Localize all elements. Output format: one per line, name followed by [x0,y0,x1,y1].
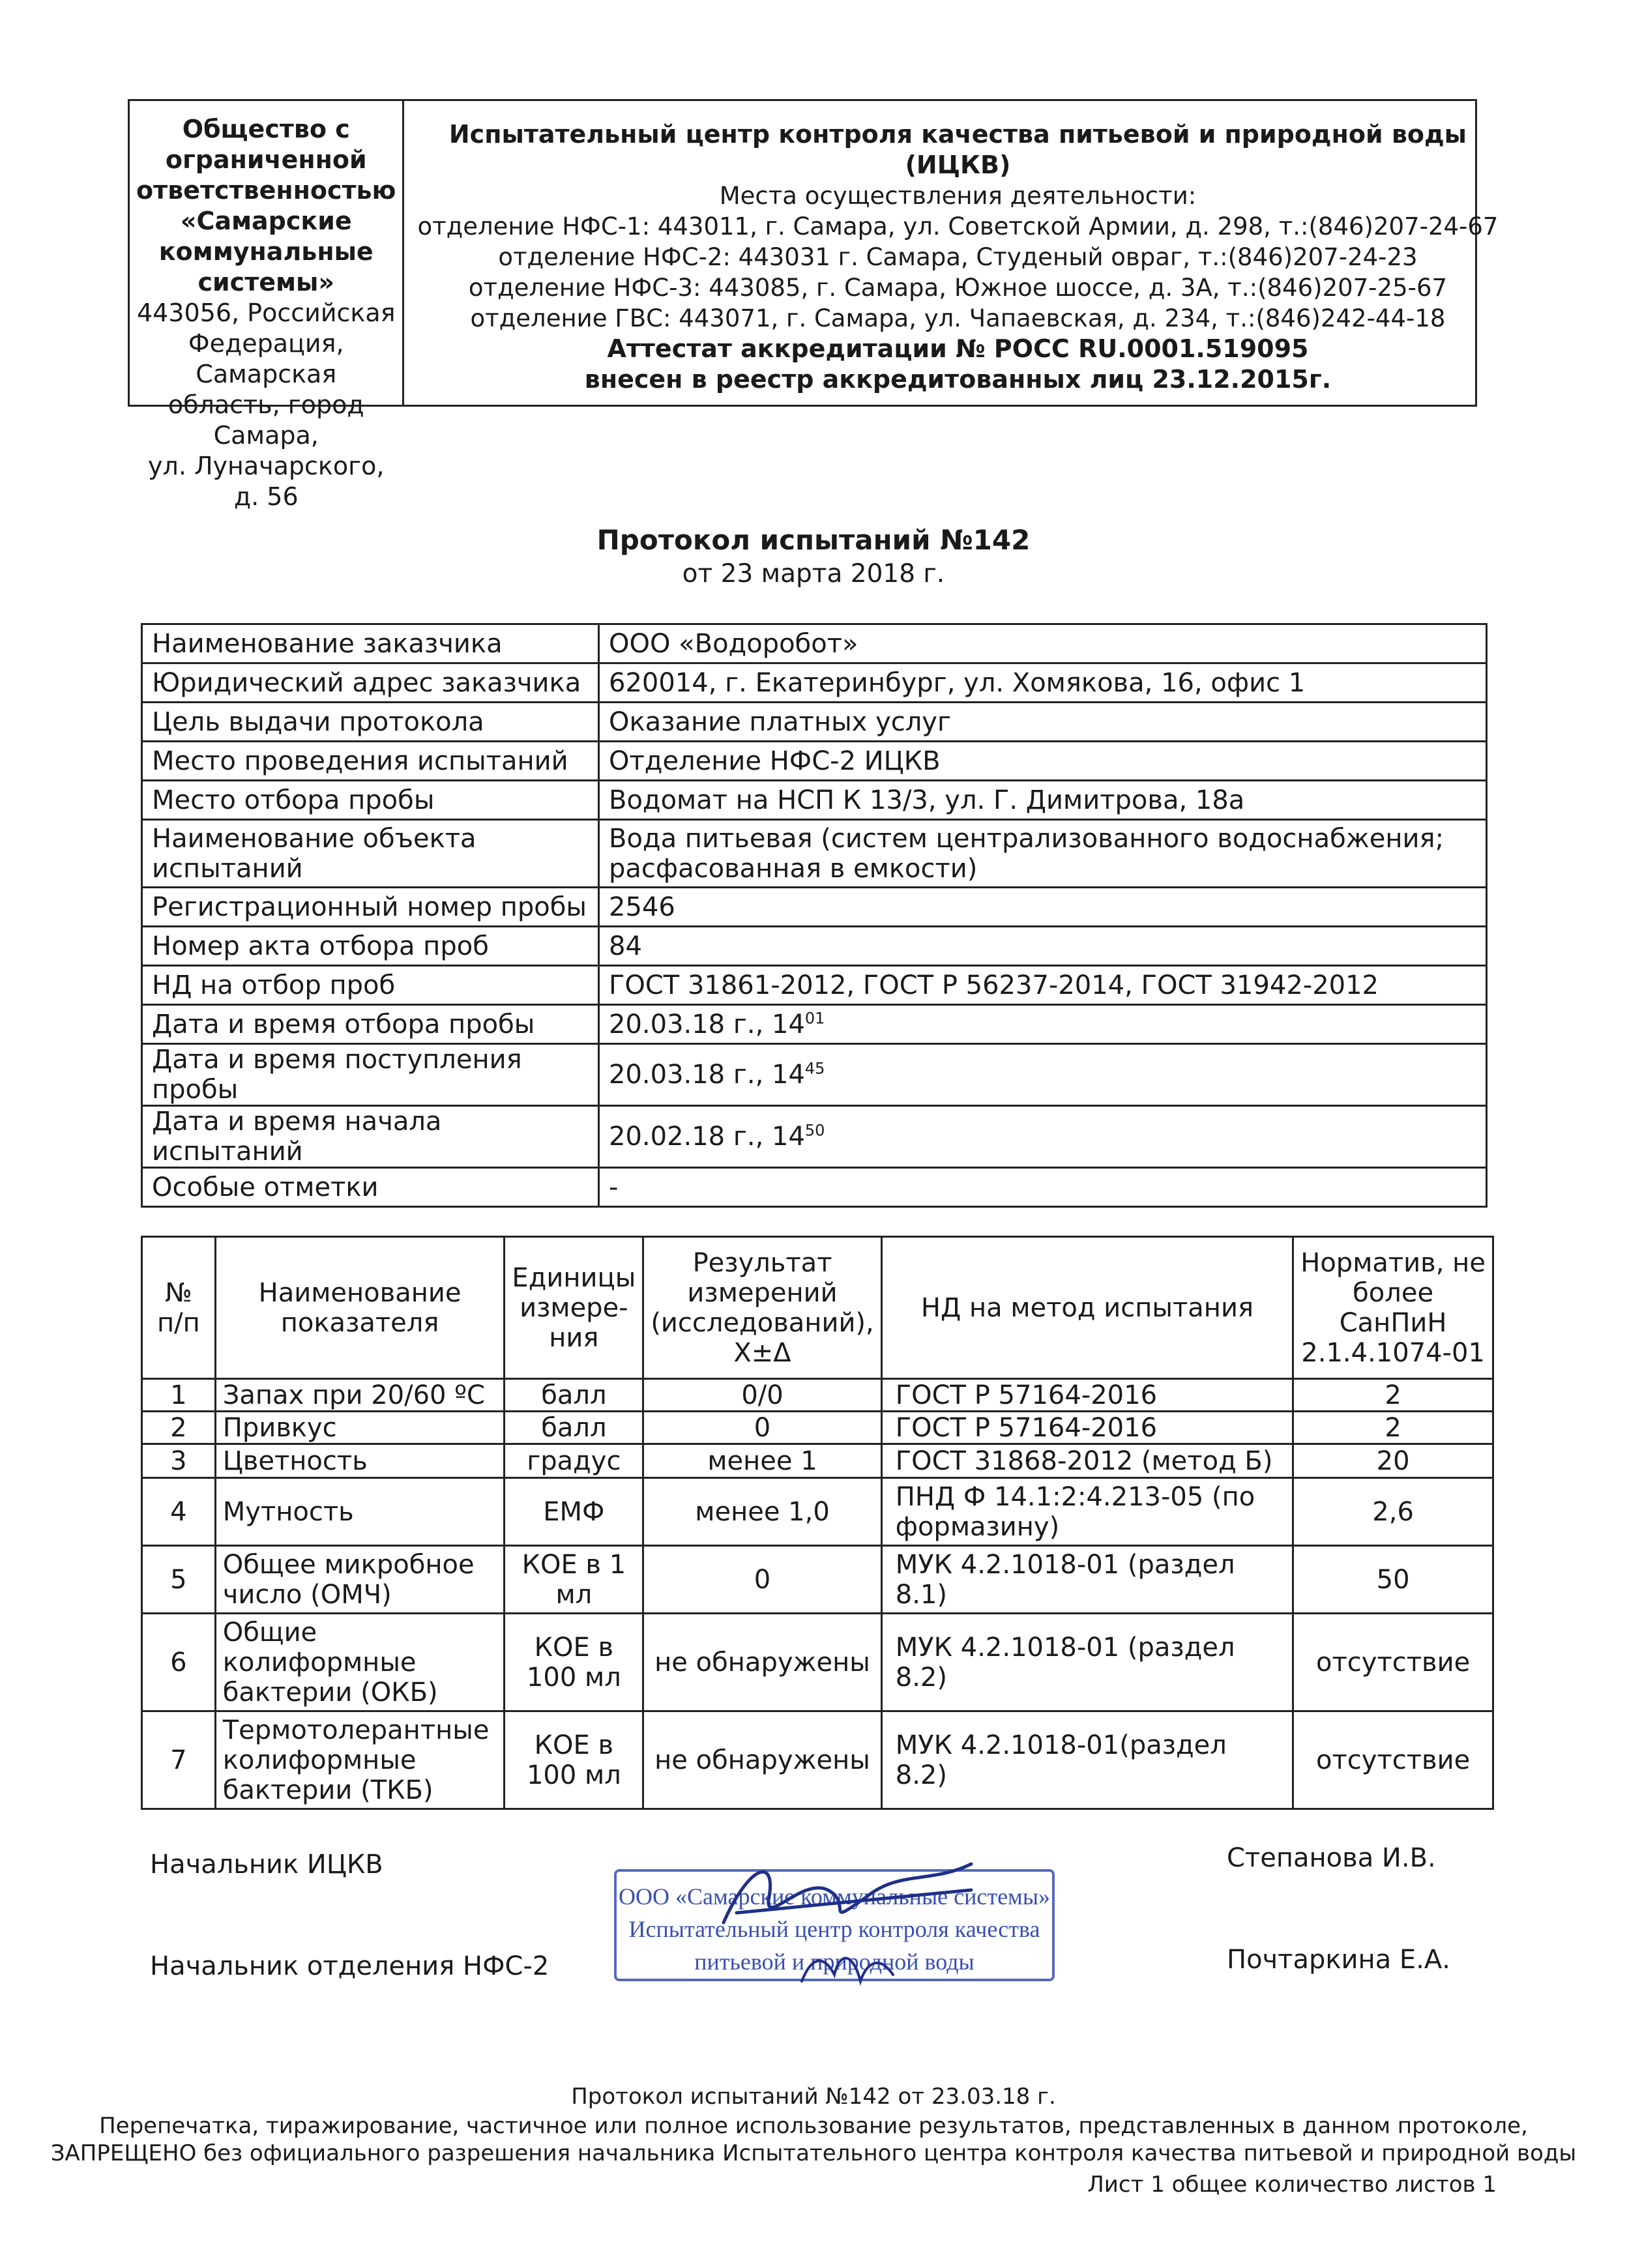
organization-stamp [606,1851,1063,2007]
cell-norm: 2,6 [1293,1478,1493,1546]
table-row [142,742,1487,781]
table-row [142,820,1487,888]
info-label: Наименование объекта испытаний [142,820,599,888]
cell-norm: отсутствие [1293,1614,1493,1711]
place-line: отделение НФС-2: 443031 г. Самара, Студеный овраг, т.:(846)207-24-23 [498,243,1418,271]
table-row [142,624,1487,663]
time-minutes: 50 [804,1121,825,1140]
info-value: Отделение НФС-2 ИЦКВ [599,742,1487,781]
time-minutes: 45 [804,1059,825,1078]
sample-info-table [141,623,1488,1208]
info-value: ООО «Водоробот» [599,624,1487,663]
table-row [142,1379,1493,1412]
org-name-line: коммунальные [158,237,374,266]
info-value: Водомат на НСП К 13/3, ул. Г. Димитрова, 18а [599,781,1487,820]
cell-name: Общие колиформные бактерии (ОКБ) [215,1614,505,1711]
table-row [142,663,1487,703]
info-value: 620014, г. Екатеринбург, ул. Хомякова, 16, офис 1 [599,663,1487,703]
cell-norm: отсутствие [1293,1711,1493,1809]
sheet-count: Лист 1 общее количество листов 1 [1087,2172,1497,2198]
cell-unit: КОЕ в 100 мл [505,1614,643,1711]
center-title: Испытательный центр контроля качества питьевой и природной воды [448,120,1467,149]
info-label: Цель выдачи протокола [142,703,599,742]
table-row [142,1614,1493,1711]
table-row [142,1005,1487,1044]
protocol-title: Протокол испытаний №142 [596,524,1031,556]
info-label: Регистрационный номер пробы [142,888,599,927]
header-box [128,99,1499,511]
info-value: - [599,1168,1487,1207]
cell-norm: 50 [1293,1546,1493,1614]
cell-method: ГОСТ 31868-2012 (метод Б) [881,1444,1293,1478]
info-label: НД на отбор проб [142,966,599,1005]
org-name-line: системы» [198,268,334,297]
cell-method: МУК 4.2.1018-01 (раздел 8.2) [881,1614,1293,1711]
cell-result: 0 [643,1546,881,1614]
cell-num: 5 [142,1546,216,1614]
accreditation: Аттестат аккредитации № РОСС RU.0001.519095 [607,334,1309,363]
cell-method: ГОСТ Р 57164-2016 [881,1379,1293,1412]
cell-result: 0/0 [643,1379,881,1412]
testing-center-block [404,101,1511,405]
table-row [142,1168,1487,1207]
place-line: отделение НФС-1: 443011, г. Самара, ул. Советской Армии, д. 298, т.:(846)207-24-67 [417,212,1499,240]
cell-num: 6 [142,1614,216,1711]
info-label: Номер акта отбора проб [142,927,599,966]
places-label: Места осуществления деятельности: [719,182,1197,210]
cell-unit: балл [505,1379,643,1412]
cell-name: Мутность [215,1478,505,1546]
table-row [142,1412,1493,1444]
org-address-line: Федерация, Самарская [188,329,344,388]
table-row [142,1478,1493,1546]
info-value [599,1044,1487,1106]
org-name-line: «Самарские [180,207,352,235]
cell-unit: КОЕ в 100 мл [505,1711,643,1809]
table-row [142,1444,1493,1478]
org-name-line: Общество с [182,115,350,143]
cell-num: 2 [142,1412,216,1444]
place-line: отделение НФС-3: 443085, г. Самара, Южное шоссе, д. 3А, т.:(846)207-25-67 [468,274,1448,302]
results-table [141,1236,1494,1810]
datetime-value: 20.03.18 г., 14 [609,1060,805,1090]
dept-title: Начальник отделения НФС-2 [150,1951,550,1981]
info-value: Оказание платных услуг [599,703,1487,742]
info-label: Место проведения испытаний [142,742,599,781]
cell-norm: 2 [1293,1412,1493,1444]
org-name-line: ограниченной [165,145,367,174]
col-header-result: Результат измерений (исследований), Х±Δ [643,1237,881,1379]
cell-method: ПНД Ф 14.1:2:4.213-05 (по формазину) [881,1478,1293,1546]
info-value [599,1005,1487,1044]
stamp-line-1: ООО «Самарские коммунальные системы» [618,1883,1051,1910]
table-row [142,1546,1493,1614]
cell-name: Запах при 20/60 ºС [215,1379,505,1412]
col-header-name: Наименование показателя [215,1237,505,1379]
cell-num: 1 [142,1379,216,1412]
datetime-value: 20.02.18 г., 14 [609,1122,805,1152]
head-name: Степанова И.В. [1227,1843,1436,1873]
col-header-norm: Норматив, не более СанПиН 2.1.4.1074-01 [1293,1237,1493,1379]
cell-name: Цветность [215,1444,505,1478]
info-label: Дата и время отбора пробы [142,1005,599,1044]
table-header-row [142,1237,1493,1379]
head-title: Начальник ИЦКВ [150,1850,383,1880]
info-value: 84 [599,927,1487,966]
table-row [142,966,1487,1005]
col-header-num: № п/п [142,1237,216,1379]
cell-name: Привкус [215,1412,505,1444]
organization-block [130,101,404,511]
info-value: ГОСТ 31861-2012, ГОСТ Р 56237-2014, ГОСТ 31942-2012 [599,966,1487,1005]
table-row [142,888,1487,927]
table-row [142,1106,1487,1168]
cell-unit: градус [505,1444,643,1478]
stamp-line-3: питьевой и природной воды [694,1949,975,1975]
cell-name: Общее микробное число (ОМЧ) [215,1546,505,1614]
time-minutes: 01 [804,1009,825,1028]
col-header-units: Единицы измере-ния [505,1237,643,1379]
info-label: Наименование заказчика [142,624,599,663]
cell-result: 0 [643,1412,881,1444]
cell-norm: 20 [1293,1444,1493,1478]
cell-unit: балл [505,1412,643,1444]
cell-unit: ЕМФ [505,1478,643,1546]
footer-notice-2: ЗАПРЕЩЕНО без официального разрешения начальника Испытательного центра контроля качества питьевой и природной воды [50,2140,1577,2166]
place-line: отделение ГВС: 443071, г. Самара, ул. Чапаевская, д. 234, т.:(846)242-44-18 [470,304,1446,332]
table-row [142,781,1487,820]
info-label: Особые отметки [142,1168,599,1207]
org-address-line: область, город Самара, [168,390,364,450]
registry: внесен в реестр аккредитованных лиц 23.12.2015г. [584,365,1332,394]
center-abbr: (ИЦКВ) [905,151,1011,179]
cell-result: не обнаружены [643,1711,881,1809]
dept-name: Почтаркина Е.А. [1227,1945,1450,1975]
info-value: 2546 [599,888,1487,927]
org-address-line: 443056, Российская [136,298,396,327]
info-label: Дата и время поступления пробы [142,1044,599,1106]
cell-method: МУК 4.2.1018-01(раздел 8.2) [881,1711,1293,1809]
cell-result: менее 1 [643,1444,881,1478]
table-row [142,927,1487,966]
table-row [142,1044,1487,1106]
cell-result: не обнаружены [643,1614,881,1711]
cell-method: МУК 4.2.1018-01 (раздел 8.1) [881,1546,1293,1614]
table-row [142,703,1487,742]
org-name-line: ответственностью [136,176,396,205]
stamp-line-2: Испытательный центр контроля качества [628,1916,1040,1942]
info-label: Дата и время начала испытаний [142,1106,599,1168]
protocol-date: от 23 марта 2018 г. [682,559,945,589]
info-value [599,1106,1487,1168]
cell-name: Термотолерантные колиформные бактерии (ТКБ) [215,1711,505,1809]
cell-result: менее 1,0 [643,1478,881,1546]
info-label: Юридический адрес заказчика [142,663,599,703]
footer-notice-1: Перепечатка, тиражирование, частичное или полное использование результатов, представленных в данном протоколе, [99,2113,1528,2139]
cell-num: 4 [142,1478,216,1546]
footer-reference: Протокол испытаний №142 от 23.03.18 г. [571,2084,1056,2110]
datetime-value: 20.03.18 г., 14 [609,1009,805,1040]
info-value: Вода питьевая (систем централизованного водоснабжения; расфасованная в емкости) [599,820,1487,888]
cell-method: ГОСТ Р 57164-2016 [881,1412,1293,1444]
cell-num: 3 [142,1444,216,1478]
org-address-line: ул. Луначарского, д. 56 [148,452,385,511]
cell-num: 7 [142,1711,216,1809]
col-header-method: НД на метод испытания [881,1237,1293,1379]
cell-norm: 2 [1293,1379,1493,1412]
table-row [142,1711,1493,1809]
info-label: Место отбора пробы [142,781,599,820]
cell-unit: КОЕ в 1 мл [505,1546,643,1614]
